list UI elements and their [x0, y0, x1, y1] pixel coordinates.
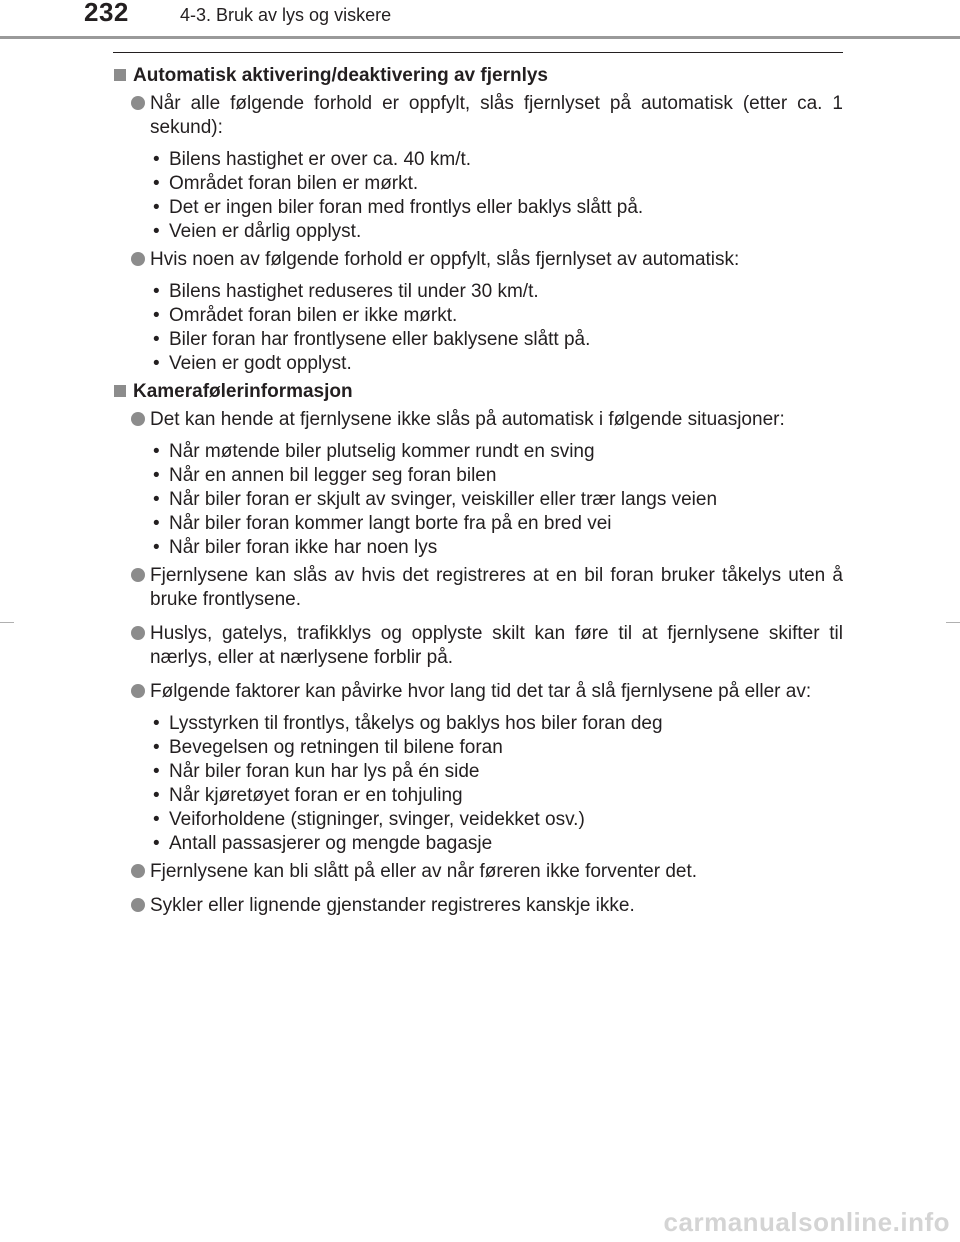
- list-marker: •: [153, 809, 160, 830]
- list-marker: •: [153, 441, 160, 462]
- bullet-item: [113, 860, 843, 884]
- list-marker: •: [153, 281, 160, 302]
- bullet-text: Sykler eller lignende gjenstander registreres kanskje ikke.: [150, 895, 635, 916]
- site-watermark: carmanualsonline.info: [663, 1207, 950, 1237]
- bullet-text: Det kan hende at fjernlysene ikke slås på automatisk i følgende situasjoner:: [150, 409, 785, 430]
- bullet-item: [113, 248, 843, 272]
- list-marker: •: [153, 737, 160, 758]
- section-heading-camera-sensor: [113, 380, 843, 404]
- square-bullet-icon: [114, 385, 126, 397]
- list-item: • Bilens hastighet reduseres til under 30 km/t.: [153, 281, 539, 302]
- bullet-text: Hvis noen av følgende forhold er oppfylt, slås fjernlyset av automatisk:: [150, 249, 740, 270]
- list-item: • Veiforholdene (stigninger, svinger, veidekket osv.): [153, 809, 585, 830]
- list-item: • Bevegelsen og retningen til bilene foran: [153, 737, 503, 758]
- circle-bullet-icon: [131, 684, 145, 698]
- list-marker: •: [153, 305, 160, 326]
- list-item: • Når biler foran kommer langt borte fra på en bred vei: [153, 513, 612, 534]
- list-marker: •: [153, 713, 160, 734]
- list-item: • Når kjøretøyet foran er en tohjuling: [153, 785, 463, 806]
- list-item: • Antall passasjerer og mengde bagasje: [153, 833, 493, 854]
- factor-list: [113, 712, 843, 856]
- circle-bullet-icon: [131, 96, 145, 110]
- page-header: [0, 0, 960, 40]
- circle-bullet-icon: [131, 626, 145, 640]
- situation-list: [113, 440, 843, 560]
- list-item: • Når en annen bil legger seg foran bilen: [153, 465, 497, 486]
- list-marker: •: [153, 197, 160, 218]
- page-number: 232: [84, 0, 129, 27]
- bullet-item: [113, 894, 843, 918]
- list-marker: •: [153, 149, 160, 170]
- condition-list: [113, 148, 843, 244]
- bullet-text: Når alle følgende forhold er oppfylt, slås fjernlyset på automatisk (etter ca. 1 sekund):: [150, 93, 843, 138]
- bullet-item: [113, 680, 843, 704]
- circle-bullet-icon: [131, 864, 145, 878]
- list-item: • Området foran bilen er ikke mørkt.: [153, 305, 458, 326]
- list-marker: •: [153, 785, 160, 806]
- list-item: • Det er ingen biler foran med frontlys eller baklys slått på.: [153, 197, 644, 218]
- crop-mark-left: [0, 622, 14, 623]
- crop-mark-right: [946, 622, 960, 623]
- list-item: • Når møtende biler plutselig kommer rundt en sving: [153, 441, 595, 462]
- header-divider: [0, 36, 960, 39]
- circle-bullet-icon: [131, 412, 145, 426]
- bullet-item: [113, 564, 843, 612]
- square-bullet-icon: [114, 69, 126, 81]
- circle-bullet-icon: [131, 568, 145, 582]
- bullet-text: Huslys, gatelys, trafikklys og opplyste skilt kan føre til at fjernlysene skifter til nærlys, eller at nærlysene forblir på.: [150, 623, 843, 668]
- section-heading-text: Automatisk aktivering/deaktivering av fjernlys: [133, 65, 548, 86]
- list-marker: •: [153, 465, 160, 486]
- section-heading-auto-high-beam: [113, 64, 843, 88]
- list-marker: •: [153, 537, 160, 558]
- circle-bullet-icon: [131, 252, 145, 266]
- list-marker: •: [153, 761, 160, 782]
- list-item: • Lysstyrken til frontlys, tåkelys og baklys hos biler foran deg: [153, 713, 663, 734]
- bullet-item: [113, 408, 843, 432]
- list-item: • Når biler foran kun har lys på én side: [153, 761, 480, 782]
- list-marker: •: [153, 221, 160, 242]
- bullet-item: [113, 92, 843, 140]
- section-heading-text: Kamerafølerinformasjon: [133, 381, 353, 402]
- section-divider: [113, 52, 843, 53]
- bullet-text: Følgende faktorer kan påvirke hvor lang tid det tar å slå fjernlysene på eller av:: [150, 681, 812, 702]
- list-marker: •: [153, 353, 160, 374]
- circle-bullet-icon: [131, 898, 145, 912]
- condition-list: [113, 280, 843, 376]
- list-item: • Veien er godt opplyst.: [153, 353, 352, 374]
- list-item: • Når biler foran ikke har noen lys: [153, 537, 438, 558]
- list-item: • Biler foran har frontlysene eller baklysene slått på.: [153, 329, 591, 350]
- chapter-title: 4-3. Bruk av lys og viskere: [180, 5, 392, 25]
- list-marker: •: [153, 489, 160, 510]
- list-item: • Når biler foran er skjult av svinger, veiskiller eller trær langs veien: [153, 489, 718, 510]
- list-item: • Veien er dårlig opplyst.: [153, 221, 362, 242]
- list-item: • Bilens hastighet er over ca. 40 km/t.: [153, 149, 472, 170]
- list-marker: •: [153, 329, 160, 350]
- bullet-text: Fjernlysene kan slås av hvis det registreres at en bil foran bruker tåkelys uten å bruke frontlysene.: [150, 565, 843, 610]
- page-content: [113, 64, 843, 928]
- list-item: • Området foran bilen er mørkt.: [153, 173, 419, 194]
- bullet-item: [113, 622, 843, 670]
- list-marker: •: [153, 173, 160, 194]
- list-marker: •: [153, 513, 160, 534]
- bullet-text: Fjernlysene kan bli slått på eller av når føreren ikke forventer det.: [150, 861, 698, 882]
- list-marker: •: [153, 833, 160, 854]
